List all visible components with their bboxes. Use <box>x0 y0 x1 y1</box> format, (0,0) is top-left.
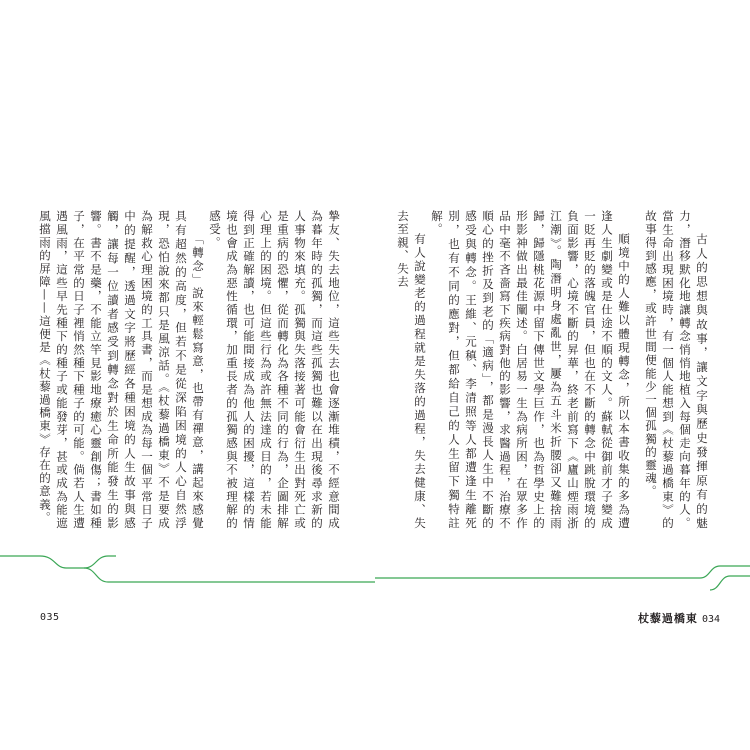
right-wave-ornament <box>375 548 750 598</box>
left-page-number: 035 <box>40 612 60 623</box>
right-paragraph-1: 古人的思想與故事，讓文字與歷史發揮原有的魅力，潛移默化地讓轉念悄悄地植入每個走向暮年的人。當生命出現困境時，有一個人能想到《杖藜過橋東》的故事得到感應，或許世間便能少一個孤獨的靈魂。 <box>644 210 709 530</box>
left-paragraph-2: 「轉念」說來輕鬆寫意，也帶有禪意，講起來感覺具有超然的高度，但若不是從深陷困境的人心自然浮現，恐怕說來都只是風涼話。《杖藜過橋東》不是要成為解救心理困境的工具書，而是想成為每一個平常日子中的提醒，透過文字將歷經各種困境的人生故事與感觸，讓每一位讀者感受到轉念對於生命所能發生的影響。書不是藥，不能立竿見影地療癒心靈創傷；書如種子，在平常的日子裡悄然種下種子的可能。倘若人生遭遇風雨，這些早先種下的種子或能發芽，甚或成為能遮風擋雨的屏障——這便是《杖藜過橋東》存在的意義。 <box>38 210 205 530</box>
right-page-body <box>392 210 720 530</box>
right-paragraph-2: 順境中的人難以體現轉念，所以本書收集的多為遭逢人生劇變或是仕途不順的文人。蘇軾從御前才子變成一貶再貶的落魄官員，但也在不斷的轉念中跳脫環境的負面影響，心境不斷的昇華，終老前寫下《廬山煙雨浙江潮》。陶潛明身處亂世，屢為五斗米折腰卻又難捨雨歸，歸隱桃花源中留下傳世文學巨作，也為哲學史上的形影神做出最佳闡述。白居易一生為病所困，在眾多作品中毫不吝嗇寫下疾病對他的影響，求醫過程，治療不順心的挫折及到老的「適病」，都是漫長人生中不斷的感受與轉念。王維、元稹、李清照等人都遭逢生離死別，也有不同的應對，但都給自己的人生留下獨特註解。 <box>430 210 631 530</box>
right-paragraph-3: 有人說變老的過程就是失落的過程，失去健康、失去至親、失去 <box>396 210 427 530</box>
left-page-body <box>38 210 352 530</box>
running-title: 杖藜過橋東 <box>637 612 698 625</box>
left-wave-ornament <box>0 548 375 598</box>
left-paragraph-1: 摯友、失去地位，這些失去也會逐漸堆積，不經意間成為暮年時的孤獨，而這些孤獨也難以在出現後尋求新的人事物來填充。孤獨與失落接著可能會衍生出對死亡或是重病的恐懼，從而轉化為各種不同的行為，企圖排解心理上的困境。但這些行為或許無法達成目的，若未能得到正確解讀，也可能間接成為他人的困擾，這樣的情境也會成為惡性循環，加重長者的孤獨感與不被理解的感受。 <box>208 210 341 530</box>
right-page-footer <box>638 610 720 626</box>
right-page-number: 034 <box>701 614 720 625</box>
